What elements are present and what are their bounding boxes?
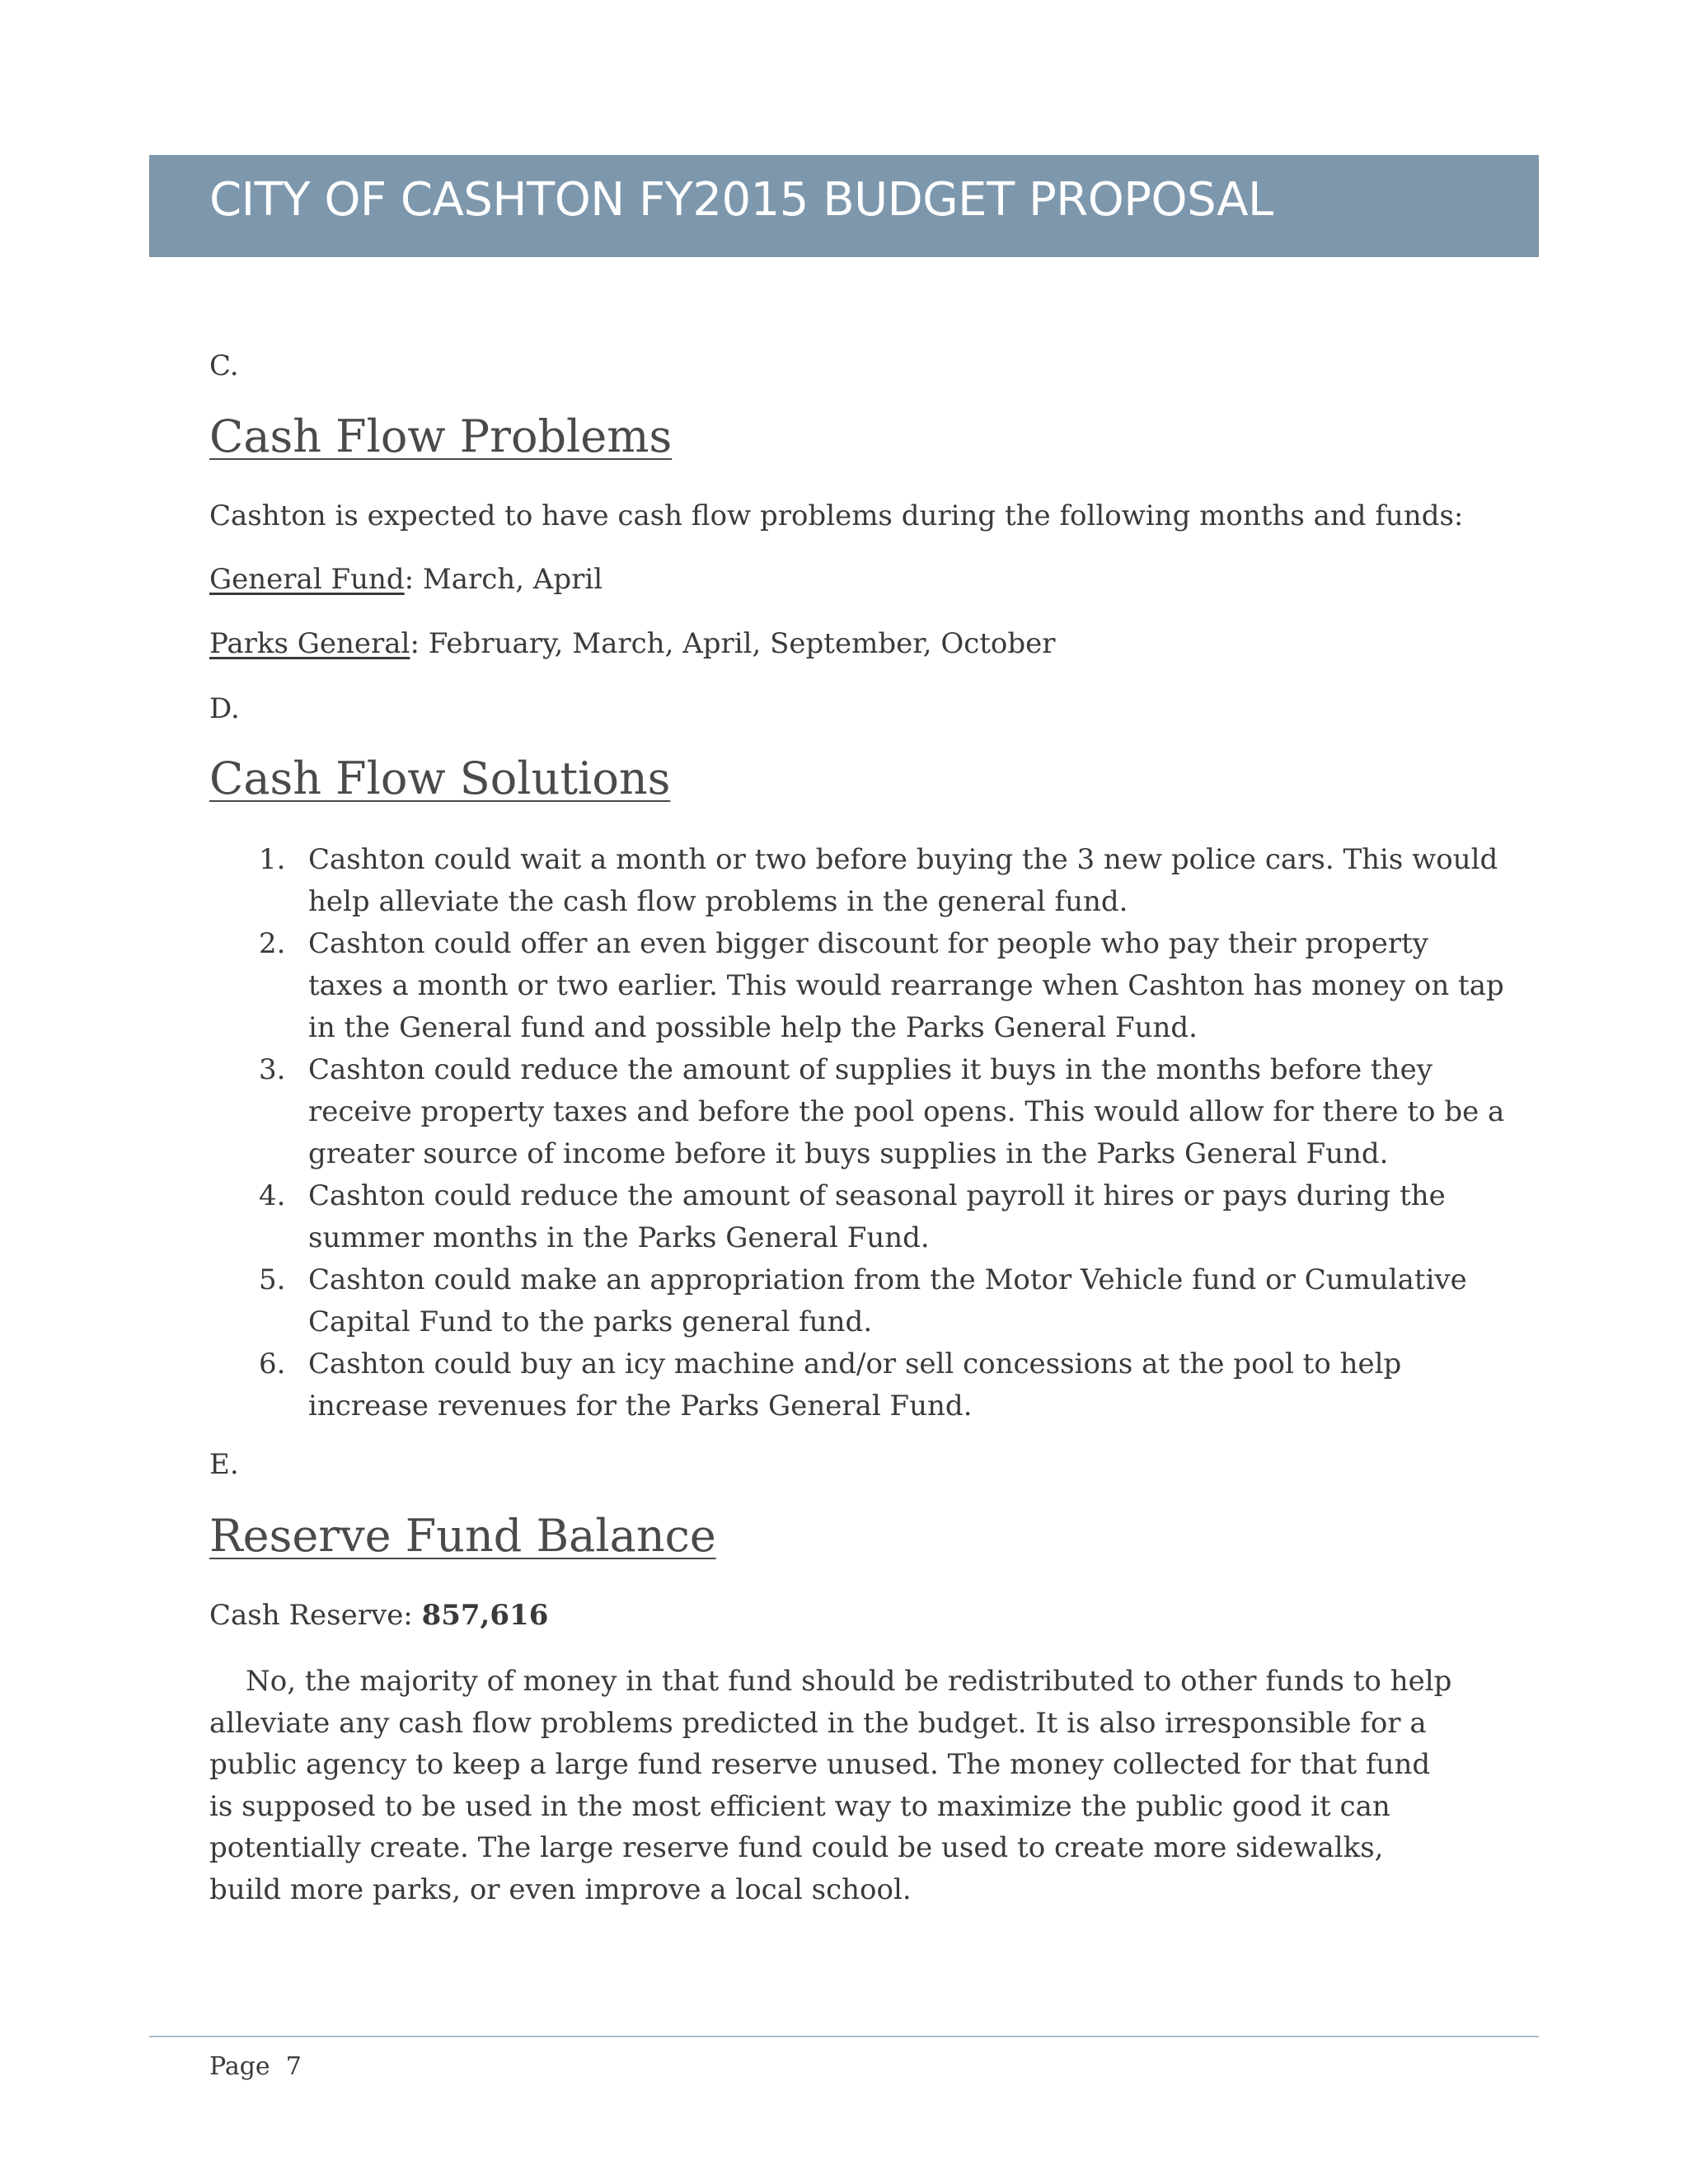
page-label: Page <box>209 2052 270 2081</box>
header-banner <box>149 155 1539 257</box>
solutions-list <box>209 839 1505 1427</box>
parks-general-months: : February, March, April, September, October <box>410 627 1056 660</box>
parks-general-line <box>209 627 1056 660</box>
section-c-heading: Cash Flow Problems <box>209 410 673 462</box>
list-item-text: Cashton could buy an icy machine and/or sell concessions at the pool to help increase revenues for the Parks General Fund. <box>308 1347 1402 1422</box>
document-title: CITY OF CASHTON FY2015 BUDGET PROPOSAL <box>209 173 1273 227</box>
list-item <box>209 1049 1505 1175</box>
general-fund-line <box>209 563 603 596</box>
reserve-fund-paragraph: No, the majority of money in that fund should be redistributed to other funds to help alleviate any cash flow problems predicted in the budget. It is also irresponsible for a public agency to keep a large fund reserve unused. The money collected for that fund is supposed to be used in the most efficient way to maximize the public good it can potentially create. The large reserve fund could be used to create more sidewalks, build more parks, or even improve a local school. <box>209 1665 1452 1906</box>
list-item-number: 3. <box>259 1053 286 1086</box>
list-item-text: Cashton could reduce the amount of supplies it buys in the months before they receive property taxes and before the pool opens. This would allow for there to be a greater source of income before it buys supplies in the Parks General Fund. <box>308 1053 1505 1170</box>
section-c-marker: C. <box>209 349 239 382</box>
section-c-intro: Cashton is expected to have cash flow problems during the following months and funds: <box>209 499 1464 532</box>
list-item <box>209 1175 1495 1259</box>
footer-divider <box>149 2036 1539 2037</box>
section-d-marker: D. <box>209 692 240 725</box>
page-number: 7 <box>285 2052 302 2081</box>
cash-reserve-label: Cash Reserve: <box>209 1599 422 1632</box>
list-item <box>209 839 1498 923</box>
list-item-number: 1. <box>259 843 286 876</box>
list-item-text: Cashton could make an appropriation from the Motor Vehicle fund or Cumulative Capital Fund to the parks general fund. <box>308 1263 1467 1338</box>
section-e-heading: Reserve Fund Balance <box>209 1510 716 1562</box>
list-item-number: 4. <box>259 1179 286 1212</box>
general-fund-months: : March, April <box>404 563 603 596</box>
list-item-number: 5. <box>259 1263 286 1296</box>
parks-general-label: Parks General <box>209 627 410 660</box>
list-item-text: Cashton could offer an even bigger discount for people who pay their property taxes a month or two earlier. This would rearrange when Cashton has money on tap in the General fund and possible help the Parks General Fund. <box>308 927 1504 1044</box>
section-e-marker: E. <box>209 1448 239 1481</box>
list-item <box>209 923 1504 1049</box>
cash-reserve-line <box>209 1599 548 1632</box>
list-item <box>209 1343 1495 1427</box>
list-item-number: 6. <box>259 1347 286 1380</box>
page-footer <box>209 2052 302 2082</box>
section-d-heading: Cash Flow Solutions <box>209 752 671 804</box>
cash-reserve-value: 857,616 <box>421 1599 549 1632</box>
list-item <box>209 1259 1495 1343</box>
general-fund-label: General Fund <box>209 563 405 596</box>
list-item-text: Cashton could reduce the amount of seasonal payroll it hires or pays during the summer months in the Parks General Fund. <box>308 1179 1446 1254</box>
list-item-number: 2. <box>259 927 286 960</box>
list-item-text: Cashton could wait a month or two before buying the 3 new police cars. This would help alleviate the cash flow problems in the general fund. <box>308 843 1498 918</box>
